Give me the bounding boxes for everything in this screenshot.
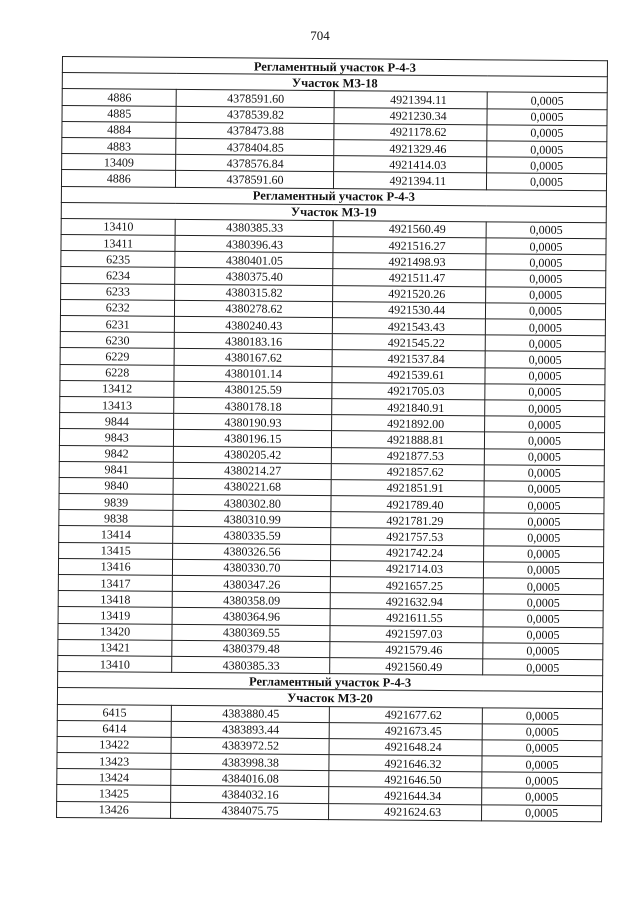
y-coordinate-cell: 4921857.62 xyxy=(332,463,485,480)
precision-cell: 0,0005 xyxy=(483,659,603,676)
x-coordinate-cell: 4380347.26 xyxy=(173,575,331,592)
precision-cell: 0,0005 xyxy=(484,513,604,530)
point-number-cell: 6228 xyxy=(60,364,175,381)
y-coordinate-cell: 4921611.55 xyxy=(331,609,484,626)
plot-header-label: Участок МЗ-20 xyxy=(57,688,602,708)
y-coordinate-cell: 4921840.91 xyxy=(332,399,485,416)
point-number-cell: 9839 xyxy=(59,494,174,511)
y-coordinate-cell: 4921545.22 xyxy=(333,334,486,351)
precision-cell: 0,0005 xyxy=(487,141,607,158)
precision-cell: 0,0005 xyxy=(486,286,606,303)
y-coordinate-cell: 4921329.46 xyxy=(334,140,487,157)
y-coordinate-cell: 4921597.03 xyxy=(330,625,483,642)
y-coordinate-cell: 4921632.94 xyxy=(331,593,484,610)
precision-cell: 0,0005 xyxy=(483,594,603,611)
x-coordinate-cell: 4380278.62 xyxy=(175,300,333,317)
y-coordinate-cell: 4921644.34 xyxy=(329,787,482,804)
precision-cell: 0,0005 xyxy=(484,465,604,482)
precision-cell: 0,0005 xyxy=(485,432,605,449)
region-header-label: Регламентный участок Р-4-3 xyxy=(61,186,606,206)
x-coordinate-cell: 4383893.44 xyxy=(172,721,330,738)
precision-cell: 0,0005 xyxy=(482,804,602,821)
x-coordinate-cell: 4384016.08 xyxy=(171,770,329,787)
x-coordinate-cell: 4380326.56 xyxy=(173,543,331,560)
point-number-cell: 6229 xyxy=(60,348,175,365)
point-number-cell: 13415 xyxy=(59,542,174,559)
plot-header-label: Участок МЗ-19 xyxy=(61,202,606,222)
x-coordinate-cell: 4378591.60 xyxy=(177,90,335,107)
point-number-cell: 13425 xyxy=(57,785,172,802)
x-coordinate-cell: 4383972.52 xyxy=(171,737,329,754)
point-number-cell: 13421 xyxy=(58,639,173,656)
point-number-cell: 6233 xyxy=(61,283,176,300)
point-number-cell: 6234 xyxy=(61,267,176,284)
y-coordinate-cell: 4921888.81 xyxy=(332,431,485,448)
x-coordinate-cell: 4380385.33 xyxy=(172,656,330,673)
x-coordinate-cell: 4380379.48 xyxy=(172,640,330,657)
y-coordinate-cell: 4921498.93 xyxy=(333,253,486,270)
y-coordinate-cell: 4921705.03 xyxy=(332,382,485,399)
point-number-cell: 4885 xyxy=(62,105,177,122)
y-coordinate-cell: 4921539.61 xyxy=(332,366,485,383)
x-coordinate-cell: 4378591.60 xyxy=(176,171,334,188)
precision-cell: 0,0005 xyxy=(484,481,604,498)
x-coordinate-cell: 4380190.93 xyxy=(174,414,332,431)
point-number-cell: 13422 xyxy=(57,736,172,753)
y-coordinate-cell: 4921646.50 xyxy=(329,771,482,788)
x-coordinate-cell: 4380375.40 xyxy=(175,268,333,285)
precision-cell: 0,0005 xyxy=(487,157,607,174)
point-number-cell: 13414 xyxy=(59,526,174,543)
y-coordinate-cell: 4921537.84 xyxy=(333,350,486,367)
precision-cell: 0,0005 xyxy=(482,707,602,724)
precision-cell: 0,0005 xyxy=(487,108,607,125)
point-number-cell: 9843 xyxy=(59,429,174,446)
precision-cell: 0,0005 xyxy=(486,270,606,287)
precision-cell: 0,0005 xyxy=(487,173,607,190)
y-coordinate-cell: 4921757.53 xyxy=(331,528,484,545)
precision-cell: 0,0005 xyxy=(484,448,604,465)
x-coordinate-cell: 4380101.14 xyxy=(174,365,332,382)
point-number-cell: 13410 xyxy=(58,655,173,672)
y-coordinate-cell: 4921178.62 xyxy=(334,123,487,140)
x-coordinate-cell: 4383998.38 xyxy=(171,753,329,770)
x-coordinate-cell: 4380302.80 xyxy=(173,494,331,511)
y-coordinate-cell: 4921789.40 xyxy=(331,496,484,513)
precision-cell: 0,0005 xyxy=(483,562,603,579)
x-coordinate-cell: 4380240.43 xyxy=(175,316,333,333)
plot-header-label: Участок МЗ-18 xyxy=(62,73,607,93)
table-body xyxy=(57,57,608,822)
x-coordinate-cell: 4380401.05 xyxy=(175,252,333,269)
point-number-cell: 13419 xyxy=(58,607,173,624)
point-number-cell: 9838 xyxy=(59,510,174,527)
x-coordinate-cell: 4380125.59 xyxy=(174,381,332,398)
x-coordinate-cell: 4380178.18 xyxy=(174,397,332,414)
table-row xyxy=(57,801,602,821)
point-number-cell: 6230 xyxy=(60,332,175,349)
point-number-cell: 4883 xyxy=(62,137,177,154)
y-coordinate-cell: 4921714.03 xyxy=(331,560,484,577)
point-number-cell: 13416 xyxy=(58,558,173,575)
y-coordinate-cell: 4921657.25 xyxy=(331,577,484,594)
point-number-cell: 13412 xyxy=(60,380,175,397)
y-coordinate-cell: 4921394.11 xyxy=(335,91,488,108)
y-coordinate-cell: 4921530.44 xyxy=(333,301,486,318)
precision-cell: 0,0005 xyxy=(485,384,605,401)
point-number-cell: 4884 xyxy=(62,121,177,138)
point-number-cell: 13420 xyxy=(58,623,173,640)
precision-cell: 0,0005 xyxy=(483,610,603,627)
y-coordinate-cell: 4921560.49 xyxy=(334,221,487,238)
point-number-cell: 6235 xyxy=(61,251,176,268)
x-coordinate-cell: 4380205.42 xyxy=(174,446,332,463)
region-header-label: Регламентный участок Р-4-3 xyxy=(58,672,603,692)
y-coordinate-cell: 4921543.43 xyxy=(333,318,486,335)
y-coordinate-cell: 4921520.26 xyxy=(333,285,486,302)
precision-cell: 0,0005 xyxy=(487,125,607,142)
x-coordinate-cell: 4380330.70 xyxy=(173,559,331,576)
precision-cell: 0,0005 xyxy=(485,335,605,352)
x-coordinate-cell: 4380196.15 xyxy=(174,430,332,447)
x-coordinate-cell: 4380396.43 xyxy=(175,235,333,252)
precision-cell: 0,0005 xyxy=(485,400,605,417)
precision-cell: 0,0005 xyxy=(485,416,605,433)
y-coordinate-cell: 4921230.34 xyxy=(334,107,487,124)
precision-cell: 0,0005 xyxy=(485,367,605,384)
region-header-label: Регламентный участок Р-4-3 xyxy=(62,57,607,77)
precision-cell: 0,0005 xyxy=(485,319,605,336)
y-coordinate-cell: 4921414.03 xyxy=(334,156,487,173)
y-coordinate-cell: 4921673.45 xyxy=(330,722,483,739)
y-coordinate-cell: 4921560.49 xyxy=(330,658,483,675)
y-coordinate-cell: 4921892.00 xyxy=(332,415,485,432)
y-coordinate-cell: 4921624.63 xyxy=(329,803,482,820)
y-coordinate-cell: 4921394.11 xyxy=(334,172,487,189)
y-coordinate-cell: 4921781.29 xyxy=(331,512,484,529)
y-coordinate-cell: 4921677.62 xyxy=(330,706,483,723)
x-coordinate-cell: 4378539.82 xyxy=(176,106,334,123)
x-coordinate-cell: 4380385.33 xyxy=(176,219,334,236)
y-coordinate-cell: 4921646.32 xyxy=(329,755,482,772)
x-coordinate-cell: 4380364.96 xyxy=(172,608,330,625)
precision-cell: 0,0005 xyxy=(485,351,605,368)
x-coordinate-cell: 4380214.27 xyxy=(174,462,332,479)
precision-cell: 0,0005 xyxy=(487,92,607,109)
coordinates-table xyxy=(56,56,608,822)
x-coordinate-cell: 4383880.45 xyxy=(172,705,330,722)
x-coordinate-cell: 4380335.59 xyxy=(173,527,331,544)
x-coordinate-cell: 4380167.62 xyxy=(175,349,333,366)
x-coordinate-cell: 4380183.16 xyxy=(175,333,333,350)
x-coordinate-cell: 4380369.55 xyxy=(172,624,330,641)
x-coordinate-cell: 4380310.99 xyxy=(173,511,331,528)
point-number-cell: 9842 xyxy=(59,445,174,462)
x-coordinate-cell: 4378576.84 xyxy=(176,155,334,172)
point-number-cell: 6231 xyxy=(60,315,175,332)
point-number-cell: 6415 xyxy=(57,704,172,721)
x-coordinate-cell: 4380221.68 xyxy=(173,478,331,495)
precision-cell: 0,0005 xyxy=(486,254,606,271)
x-coordinate-cell: 4384032.16 xyxy=(171,786,329,803)
x-coordinate-cell: 4378473.88 xyxy=(176,122,334,139)
x-coordinate-cell: 4378404.85 xyxy=(176,138,334,155)
point-number-cell: 13423 xyxy=(57,753,172,770)
precision-cell: 0,0005 xyxy=(483,578,603,595)
precision-cell: 0,0005 xyxy=(486,303,606,320)
y-coordinate-cell: 4921579.46 xyxy=(330,641,483,658)
page-number: 704 xyxy=(310,28,330,43)
point-number-cell: 6414 xyxy=(57,720,172,737)
precision-cell: 0,0005 xyxy=(482,756,602,773)
precision-cell: 0,0005 xyxy=(483,626,603,643)
precision-cell: 0,0005 xyxy=(483,643,603,660)
point-number-cell: 6232 xyxy=(60,299,175,316)
point-number-cell: 4886 xyxy=(62,89,177,106)
precision-cell: 0,0005 xyxy=(482,724,602,741)
point-number-cell: 9844 xyxy=(60,413,175,430)
precision-cell: 0,0005 xyxy=(484,529,604,546)
point-number-cell: 13424 xyxy=(57,769,172,786)
precision-cell: 0,0005 xyxy=(482,772,602,789)
y-coordinate-cell: 4921742.24 xyxy=(331,544,484,561)
precision-cell: 0,0005 xyxy=(484,545,604,562)
point-number-cell: 9840 xyxy=(59,477,174,494)
y-coordinate-cell: 4921648.24 xyxy=(330,738,483,755)
y-coordinate-cell: 4921877.53 xyxy=(332,447,485,464)
precision-cell: 0,0005 xyxy=(484,497,604,514)
point-number-cell: 13409 xyxy=(62,154,177,171)
x-coordinate-cell: 4384075.75 xyxy=(171,802,329,819)
point-number-cell: 4886 xyxy=(61,170,176,187)
precision-cell: 0,0005 xyxy=(486,238,606,255)
point-number-cell: 9841 xyxy=(59,461,174,478)
y-coordinate-cell: 4921516.27 xyxy=(333,237,486,254)
point-number-cell: 13418 xyxy=(58,591,173,608)
precision-cell: 0,0005 xyxy=(486,222,606,239)
y-coordinate-cell: 4921511.47 xyxy=(333,269,486,286)
point-number-cell: 13410 xyxy=(61,218,176,235)
point-number-cell: 13426 xyxy=(57,801,172,818)
x-coordinate-cell: 4380315.82 xyxy=(175,284,333,301)
precision-cell: 0,0005 xyxy=(482,740,602,757)
x-coordinate-cell: 4380358.09 xyxy=(173,592,331,609)
y-coordinate-cell: 4921851.91 xyxy=(332,480,485,497)
point-number-cell: 13413 xyxy=(60,396,175,413)
precision-cell: 0,0005 xyxy=(482,788,602,805)
point-number-cell: 13411 xyxy=(61,235,176,252)
point-number-cell: 13417 xyxy=(58,574,173,591)
